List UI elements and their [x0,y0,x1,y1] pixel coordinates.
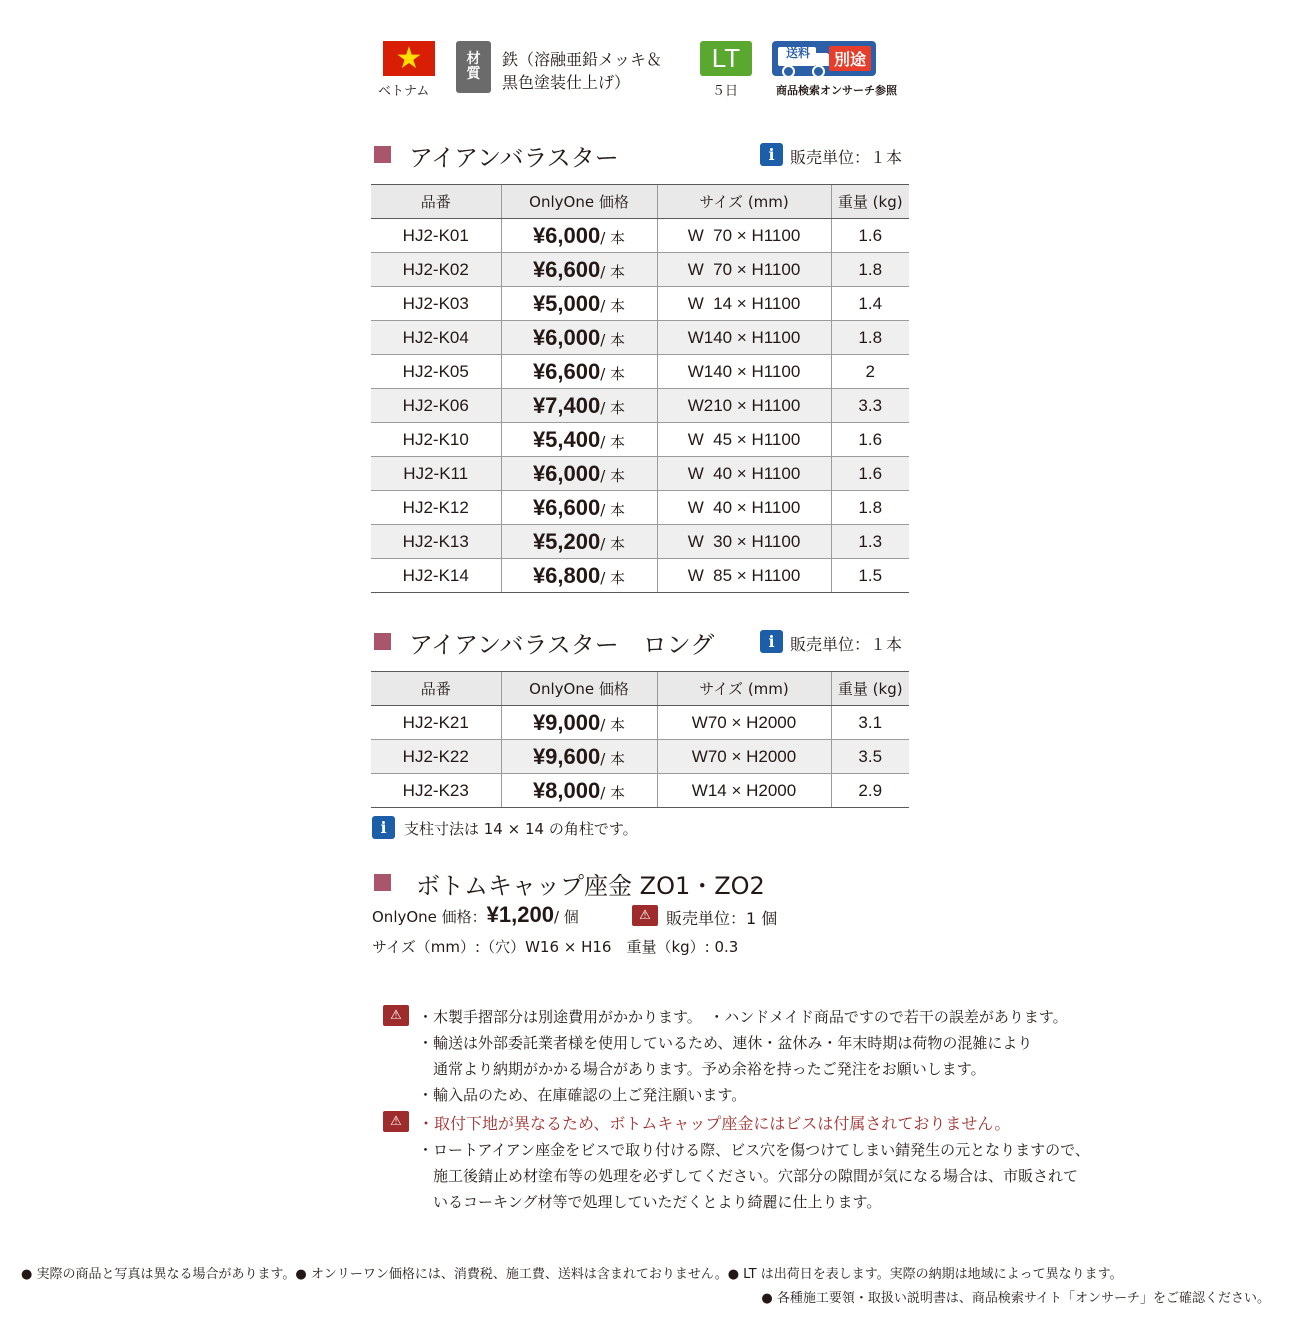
product-code: HJ2-K21 [371,706,501,740]
size-cell: W14 × H2000 [657,774,831,808]
product-code: HJ2-K14 [371,559,501,593]
product-code: HJ2-K11 [371,457,501,491]
price-cell [501,740,657,774]
vietnam-flag-icon: ★ [383,41,435,76]
per-unit: / 本 [600,534,626,553]
section3-price: ¥1,200 [486,902,554,927]
info-icon: i [372,816,395,839]
price-value: ¥8,000 [532,777,601,803]
table-row [371,423,909,457]
table-row [371,321,909,355]
price-cell [501,525,657,559]
material-badge [456,41,491,93]
per-unit: / 本 [600,228,626,247]
size-cell: W 30 × H1100 [657,525,831,559]
per-unit: / 本 [600,330,626,349]
size-cell: W 70 × H1100 [657,253,831,287]
weight-cell: 1.3 [831,525,909,559]
price-value: ¥5,400 [532,426,601,452]
column-header-size: サイズ (mm) [657,185,831,219]
weight-cell: 1.6 [831,219,909,253]
price-cell [501,389,657,423]
material-badge-char-1: 材 [466,51,481,68]
section3-per-unit: / 個 [553,908,579,926]
column-header-weight: 重量 (kg) [831,672,909,706]
size-cell: W 40 × H1100 [657,491,831,525]
price-value: ¥7,400 [532,392,601,418]
section1-sales-unit: 販売単位：１本 [790,148,903,167]
column-header-code: 品番 [371,672,501,706]
price-cell [501,774,657,808]
note-line: 施工後錆止め材塗布等の処理を必ずしてください。穴部分の隙間が気になる場合は、市販されて [418,1167,1079,1185]
weight-cell: 1.5 [831,559,909,593]
price-cell [501,355,657,389]
note-line: 通常より納期がかかる場合があります。予め余裕を持ったご発注をお願いします。 [418,1060,986,1078]
per-unit: / 本 [600,715,626,734]
table-row [371,491,909,525]
shipping-badge-left: 送料 [786,46,811,60]
price-value: ¥6,000 [532,324,601,350]
note-line: いるコーキング材等で処理していただくとより綺麗に仕上ります。 [418,1193,882,1211]
note-line: ・木製手摺部分は別途費用がかかります。 ・ハンドメイド商品ですので若干の誤差があります。 [418,1008,1068,1026]
per-unit: / 本 [600,568,626,587]
size-cell: W 70 × H1100 [657,219,831,253]
per-unit: / 本 [600,262,626,281]
table-row [371,740,909,774]
note-line-red: ・取付下地が異なるため、ボトムキャップ座金にはビスは付属されておりません。 [418,1114,1011,1133]
info-icon: i [760,630,783,653]
price-value: ¥6,800 [532,562,601,588]
product-code: HJ2-K22 [371,740,501,774]
column-header-code: 品番 [371,185,501,219]
price-cell [501,219,657,253]
product-code: HJ2-K10 [371,423,501,457]
product-code: HJ2-K05 [371,355,501,389]
shipping-badge [772,41,876,76]
per-unit: / 本 [600,398,626,417]
size-cell: W 85 × H1100 [657,559,831,593]
per-unit: / 本 [600,500,626,519]
price-cell [501,423,657,457]
origin-label: ベトナム [378,84,430,99]
material-badge-char-2: 質 [466,66,481,82]
price-cell [501,457,657,491]
price-cell [501,253,657,287]
material-line-2: 黒色塗装仕上げ） [502,73,631,92]
shipping-badge-right: 別途 [829,46,871,71]
weight-cell: 2.9 [831,774,909,808]
table-row [371,559,909,593]
table-row [371,287,909,321]
truck-wheel-icon [782,65,795,78]
table-row [371,355,909,389]
product-code: HJ2-K06 [371,389,501,423]
section1-title: アイアンバラスター [409,144,619,172]
price-value: ¥6,600 [532,358,601,384]
product-code: HJ2-K23 [371,774,501,808]
weight-cell: 1.8 [831,321,909,355]
truck-wheel-icon [812,65,825,78]
material-line-1: 鉄（溶融亜鉛メッキ＆ [502,50,663,69]
price-value: ¥5,000 [532,290,601,316]
table-row [371,706,909,740]
price-value: ¥9,600 [532,743,601,769]
product-code: HJ2-K13 [371,525,501,559]
product-code: HJ2-K04 [371,321,501,355]
lt-label: ５日 [712,84,739,99]
weight-cell: 3.3 [831,389,909,423]
table-header-row [371,672,909,706]
per-unit: / 本 [600,749,626,768]
table-row [371,389,909,423]
weight-cell: 1.4 [831,287,909,321]
note-line: ・ロートアイアン座金をビスで取り付ける際、ビス穴を傷つけてしまい錆発生の元となりますので、 [418,1141,1090,1159]
section3-price-label: OnlyOne 価格： [372,908,487,926]
note-line: ・輸送は外部委託業者様を使用しているため、連休・盆休み・年末時期は荷物の混雑により [418,1034,1033,1052]
product-code: HJ2-K02 [371,253,501,287]
section2-note: 支柱寸法は 14 × 14 の角柱です。 [404,820,638,838]
section2-sales-unit: 販売単位：１本 [790,635,903,654]
price-value: ¥6,600 [532,256,601,282]
weight-cell: 1.8 [831,253,909,287]
section-square-icon [374,146,391,163]
column-header-price: OnlyOne 価格 [501,185,657,219]
size-cell: W140 × H1100 [657,355,831,389]
product-code: HJ2-K03 [371,287,501,321]
section-square-icon [374,633,391,650]
table-row [371,525,909,559]
column-header-weight: 重量 (kg) [831,185,909,219]
warning-icon: ⚠ [383,1111,409,1132]
column-header-price: OnlyOne 価格 [501,672,657,706]
lt-badge: LT [700,41,752,76]
table-row [371,774,909,808]
size-cell: W210 × H1100 [657,389,831,423]
price-value: ¥5,200 [532,528,601,554]
weight-cell: 2 [831,355,909,389]
product-code: HJ2-K01 [371,219,501,253]
section3-spec: サイズ（mm）:（穴）W16 × H16 重量（kg）: 0.3 [372,938,739,956]
per-unit: / 本 [600,364,626,383]
section3-title: ボトムキャップ座金 ZO1・ZO2 [416,872,765,900]
size-cell: W70 × H2000 [657,740,831,774]
footer-line-1: ● 実際の商品と写真は異なる場合があります。● オンリーワン価格には、消費税、施工費、送料は含まれておりません。● LT は出荷日を表します。実際の納期は地域によって異なります。 [21,1267,1123,1282]
size-cell: W 14 × H1100 [657,287,831,321]
price-cell [501,491,657,525]
weight-cell: 1.8 [831,491,909,525]
product-table-1 [371,184,909,593]
weight-cell: 3.1 [831,706,909,740]
weight-cell: 3.5 [831,740,909,774]
price-cell [501,706,657,740]
section3-sales-unit: 販売単位：1 個 [666,909,778,928]
warning-icon: ⚠ [383,1005,409,1026]
weight-cell: 1.6 [831,423,909,457]
price-value: ¥9,000 [532,709,601,735]
section3-price-line [372,902,579,928]
price-value: ¥6,000 [532,460,601,486]
column-header-size: サイズ (mm) [657,672,831,706]
section2-title: アイアンバラスター ロング [409,631,715,659]
price-value: ¥6,000 [532,222,601,248]
size-cell: W70 × H2000 [657,706,831,740]
size-cell: W140 × H1100 [657,321,831,355]
section-square-icon [374,874,391,891]
size-cell: W 45 × H1100 [657,423,831,457]
table-header-row [371,185,909,219]
weight-cell: 1.6 [831,457,909,491]
price-cell [501,287,657,321]
warning-icon: ⚠ [632,905,658,926]
shipping-label: 商品検索オンサーチ参照 [776,84,897,97]
per-unit: / 本 [600,432,626,451]
table-row [371,253,909,287]
product-code: HJ2-K12 [371,491,501,525]
product-table-2 [371,671,909,808]
per-unit: / 本 [600,466,626,485]
price-cell [501,559,657,593]
table-row [371,457,909,491]
footer-line-2: ● 各種施工要領・取扱い説明書は、商品検索サイト「オンサーチ」をご確認ください。 [761,1291,1270,1306]
note-line: ・輸入品のため、在庫確認の上ご発注願います。 [418,1086,747,1104]
per-unit: / 本 [600,296,626,315]
size-cell: W 40 × H1100 [657,457,831,491]
material-text [502,48,662,94]
table-row [371,219,909,253]
info-icon: i [760,143,783,166]
price-cell [501,321,657,355]
price-value: ¥6,600 [532,494,601,520]
per-unit: / 本 [600,783,626,802]
